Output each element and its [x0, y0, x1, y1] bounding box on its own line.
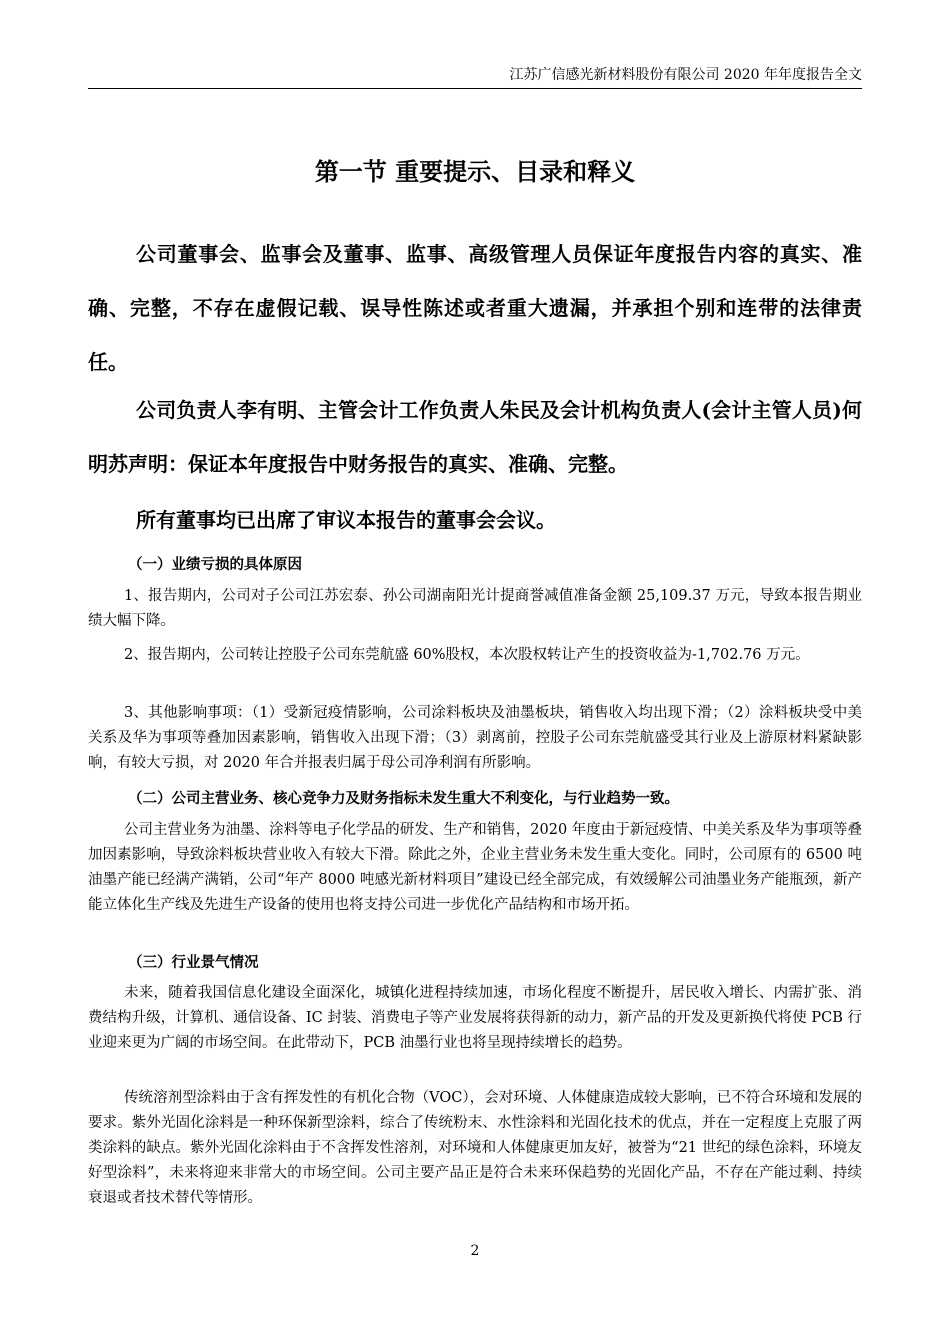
paragraph-main-business: 公司主营业务为油墨、涂料等电子化学品的研发、生产和销售，2020 年度由于新冠疫情、中美关系及华为事项等叠加因素影响，导致涂料板块营业收入有较大下滑。除此之外，企业主营业务未发生重大变化。同时，公司原有的 6500 吨油墨产能已经满产满销，公司“年产 8000 吨感光新材料项目”建设已经全部完成，有效缓解公司油墨业务产能瓶颈，新产能立体化生产线及先进生产设备的使用也将支持公司进一步优化产品结构和市场开拓。	[88, 822, 862, 913]
paragraph-uv-coatings: 传统溶剂型涂料由于含有挥发性的有机化合物（VOC），会对环境、人体健康造成较大影响，已不符合环境和发展的要求。紫外光固化涂料是一种环保新型涂料，综合了传统粉末、水性涂料和光固化技术的优点，并在一定程度上克服了两类涂料的缺点。紫外光固化涂料由于不含挥发性溶剂，对环境和人体健康更加友好，被誉为“21 世纪的绿色涂料，环境友好型涂料”，未来将迎来非常大的市场空间。公司主要产品正是符合未来环保趋势的光固化产品，不存在产能过剩、持续衰退或者技术替代等情形。	[88, 1090, 862, 1206]
heading-loss-reasons: （一）业绩亏损的具体原因	[128, 556, 302, 573]
heading-industry-outlook: （三）行业景气情况	[128, 954, 259, 971]
page-number: 2	[470, 1243, 480, 1259]
running-header: 江苏广信感光新材料股份有限公司 2020 年年度报告全文	[509, 67, 862, 83]
statement-board-guarantee: 公司董事会、监事会及董事、监事、高级管理人员保证年度报告内容的真实、准确、完整，不存在虚假记载、误导性陈述或者重大遗漏，并承担个别和连带的法律责任。	[88, 242, 862, 374]
paragraph-goodwill-impairment: 1、报告期内，公司对子公司江苏宏泰、孙公司湖南阳光计提商誉减值准备金额 25,109.37 万元，导致本报告期业绩大幅下降。	[88, 588, 862, 629]
paragraph-equity-transfer: 2、报告期内，公司转让控股子公司东莞航盛 60%股权，本次股权转让产生的投资收益为-1,702.76 万元。	[124, 647, 810, 663]
header-rule	[88, 88, 862, 89]
section-title: 第一节 重要提示、目录和释义	[314, 157, 636, 186]
paragraph-pcb-outlook: 未来，随着我国信息化建设全面深化，城镇化进程持续加速，市场化程度不断提升，居民收入增长、内需扩张、消费结构升级，计算机、通信设备、IC 封装、消费电子等产业发展将获得新的动力，新产品的开发及更新换代将使 PCB 行业迎来更为广阔的市场空间。在此带动下，PCB 油墨行业也将呈现持续增长的趋势。	[88, 985, 862, 1051]
statement-executives-declaration: 公司负责人李有明、主管会计工作负责人朱民及会计机构负责人(会计主管人员)何明苏声明：保证本年度报告中财务报告的真实、准确、完整。	[88, 398, 862, 476]
paragraph-other-factors: 3、其他影响事项：（1）受新冠疫情影响，公司涂料板块及油墨板块，销售收入均出现下滑；（2）涂料板块受中美关系及华为事项等叠加因素影响，销售收入出现下滑；（3）剥离前，控股子公司东莞航盛受其行业及上游原材料紧缺影响，有较大亏损，对 2020 年合并报表归属于母公司净利润有所影响。	[88, 705, 862, 771]
heading-main-business: （二）公司主营业务、核心竞争力及财务指标未发生重大不利变化，与行业趋势一致。	[128, 790, 679, 807]
statement-directors-attendance: 所有董事均已出席了审议本报告的董事会会议。	[136, 508, 556, 532]
